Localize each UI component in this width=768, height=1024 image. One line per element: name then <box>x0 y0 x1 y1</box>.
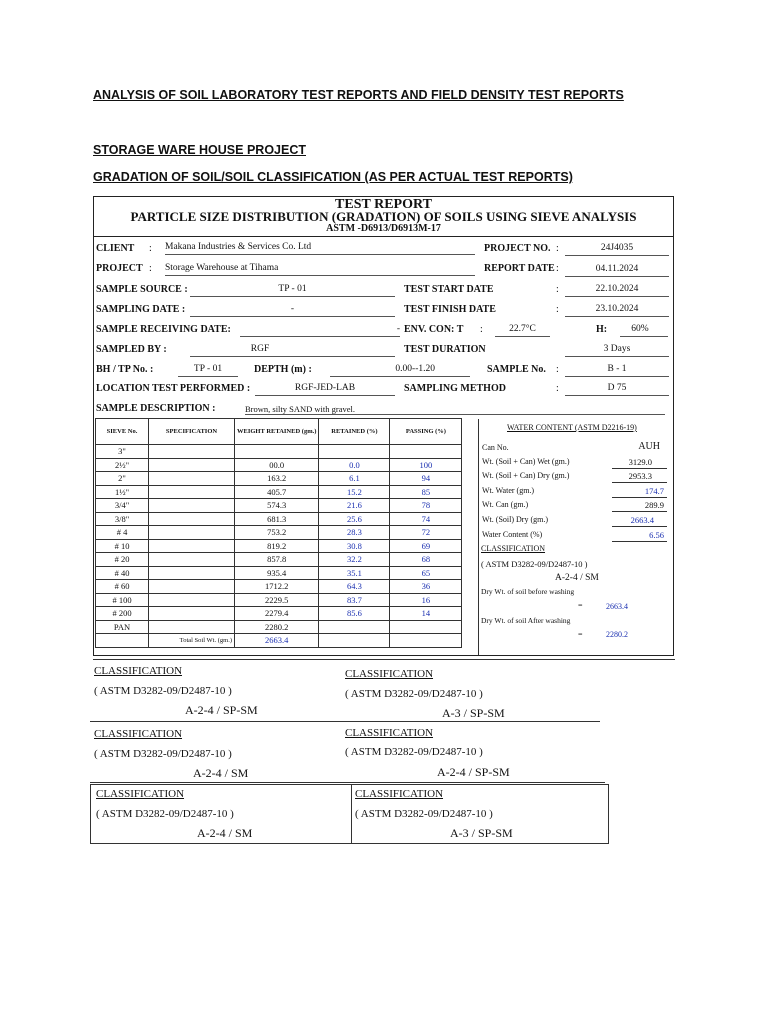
project-no-label: PROJECT NO. <box>484 243 551 254</box>
specification-cell <box>149 526 235 540</box>
test-finish-value: 23.10.2024 <box>595 304 639 314</box>
table-row <box>96 553 462 567</box>
underline <box>612 526 667 527</box>
underline <box>330 376 470 377</box>
retained-cell: 21.6 <box>319 499 390 513</box>
can-weight-label: Wt. Can (gm.) <box>482 500 529 509</box>
sieve-cell: 2½" <box>96 458 149 472</box>
passing-cell: 16 <box>390 593 462 607</box>
specification-cell <box>149 472 235 486</box>
retained-cell: 83.7 <box>319 593 390 607</box>
dry-before-washing-value: 2663.4 <box>606 602 628 611</box>
classification-1-standard: ( ASTM D3282-09/D2487-10 ) <box>94 685 232 697</box>
document-heading: ANALYSIS OF SOIL LABORATORY TEST REPORTS AND FIELD DENSITY TEST REPORTS <box>93 88 624 102</box>
retained-cell <box>319 620 390 634</box>
colon: : <box>556 364 559 375</box>
dry-after-washing-value: 2280.2 <box>606 630 628 639</box>
retained-cell: 0.0 <box>319 458 390 472</box>
weight-cell: 681.3 <box>235 512 319 526</box>
specification-cell <box>149 593 235 607</box>
underline <box>612 541 667 542</box>
classification-1-label: CLASSIFICATION <box>94 665 183 677</box>
underline <box>565 376 669 377</box>
depth-label: DEPTH (m) : <box>254 364 312 375</box>
retained-cell: 85.6 <box>319 607 390 621</box>
total-value: 2663.4 <box>235 634 319 648</box>
sieve-cell: 3/8" <box>96 512 149 526</box>
classification-5-standard: ( ASTM D3282-09/D2487-10 ) <box>96 808 234 820</box>
specification-cell <box>149 445 235 459</box>
specification-cell <box>149 566 235 580</box>
underline <box>612 482 667 483</box>
table-row <box>96 472 462 486</box>
underline <box>178 376 238 377</box>
duration-value: 3 Days <box>603 344 631 354</box>
test-start-value: 22.10.2024 <box>595 284 639 294</box>
table-row <box>96 566 462 580</box>
empty-cell <box>390 634 462 648</box>
retained-cell: 25.6 <box>319 512 390 526</box>
underline <box>565 356 669 357</box>
underline <box>245 414 665 415</box>
sieve-cell: # 20 <box>96 553 149 567</box>
weight-cell: 1712.2 <box>235 580 319 594</box>
description-label: SAMPLE DESCRIPTION : <box>96 403 216 414</box>
col-header-retained: RETAINED (%) <box>319 419 390 445</box>
project-value: Storage Warehouse at Tihama <box>165 263 279 273</box>
humidity-value: 60% <box>631 324 649 334</box>
divider <box>90 721 600 722</box>
empty-cell <box>319 634 390 648</box>
client-label: CLIENT <box>96 243 135 254</box>
dry-weight-value: 2953.3 <box>628 471 652 481</box>
retained-cell: 32.2 <box>319 553 390 567</box>
sampled-by-value: RGF <box>250 344 270 354</box>
classification-2-standard: ( ASTM D3282-09/D2487-10 ) <box>345 688 483 700</box>
sample-source-value: TP - 01 <box>278 284 307 294</box>
underline <box>190 316 395 317</box>
underline <box>565 276 669 277</box>
water-content-label: Water Content (%) <box>482 530 543 539</box>
report-subtitle: PARTICLE SIZE DISTRIBUTION (GRADATION) OF SOILS USING SIEVE ANALYSIS <box>130 209 637 224</box>
table-row <box>96 539 462 553</box>
report-date-value: 04.11.2024 <box>595 264 639 274</box>
classification-1-result: A-2-4 / SP-SM <box>185 703 258 717</box>
client-value: Makana Industries & Services Co. Ltd <box>165 242 312 252</box>
underline <box>565 316 669 317</box>
receiving-date-value: - <box>396 324 400 334</box>
specification-cell <box>149 485 235 499</box>
equals-sign: = <box>578 630 583 639</box>
passing-cell: 74 <box>390 512 462 526</box>
report-date-label: REPORT DATE <box>484 263 555 274</box>
wet-weight-value: 3129.0 <box>628 457 652 467</box>
passing-cell: 65 <box>390 566 462 580</box>
retained-cell: 15.2 <box>319 485 390 499</box>
retained-cell <box>319 445 390 459</box>
project-no-value: 24J4035 <box>600 243 634 253</box>
wc-classification-result: A-2-4 / SM <box>555 573 599 583</box>
classification-6-label: CLASSIFICATION <box>355 788 444 800</box>
classification-4-standard: ( ASTM D3282-09/D2487-10 ) <box>345 746 483 758</box>
table-row <box>96 526 462 540</box>
passing-cell: 85 <box>390 485 462 499</box>
weight-cell: 935.4 <box>235 566 319 580</box>
sieve-cell: # 10 <box>96 539 149 553</box>
sieve-cell: # 60 <box>96 580 149 594</box>
retained-cell: 6.1 <box>319 472 390 486</box>
water-weight-value: 174.7 <box>644 486 664 496</box>
specification-cell <box>149 512 235 526</box>
wet-weight-label: Wt. (Soil + Can) Wet (gm.) <box>482 457 570 466</box>
col-header-sieve: SIEVE No. <box>96 419 149 445</box>
table-row <box>96 458 462 472</box>
humidity-label: H: <box>596 324 608 335</box>
sieve-cell: 3/4" <box>96 499 149 513</box>
colon: : <box>556 383 559 394</box>
total-label: Total Soil Wt. (gm.) <box>149 634 235 648</box>
underline <box>620 336 668 337</box>
water-content-value: 6.56 <box>649 530 664 540</box>
weight-cell: 2229.5 <box>235 593 319 607</box>
sieve-cell: # 100 <box>96 593 149 607</box>
sample-source-label: SAMPLE SOURCE : <box>96 284 188 295</box>
col-header-specification: SPECIFICATION <box>149 419 235 445</box>
sampling-method-value: D 75 <box>607 383 627 393</box>
equals-sign: = <box>578 601 583 610</box>
sampling-date-value: - <box>290 304 295 314</box>
soil-dry-weight-value: 2663.4 <box>630 515 654 525</box>
underline <box>165 254 475 255</box>
colon: : <box>149 263 152 274</box>
passing-cell: 36 <box>390 580 462 594</box>
report-standard: ASTM -D6913/D6913M-17 <box>326 223 441 234</box>
table-row <box>96 593 462 607</box>
bh-tp-value: TP - 01 <box>193 364 223 374</box>
weight-cell: 753.2 <box>235 526 319 540</box>
classification-2-label: CLASSIFICATION <box>345 668 434 680</box>
table-row <box>96 499 462 513</box>
specification-cell <box>149 607 235 621</box>
specification-cell <box>149 620 235 634</box>
sample-no-label: SAMPLE No. <box>487 364 546 375</box>
specification-cell <box>149 553 235 567</box>
divider <box>90 782 605 783</box>
env-con-value: 22.7°C <box>509 324 536 334</box>
passing-cell: 72 <box>390 526 462 540</box>
sieve-cell: 1½" <box>96 485 149 499</box>
location-value: RGF-JED-LAB <box>294 383 356 393</box>
retained-cell: 30.8 <box>319 539 390 553</box>
underline <box>190 356 395 357</box>
sampling-date-label: SAMPLING DATE : <box>96 304 186 315</box>
classification-3-standard: ( ASTM D3282-09/D2487-10 ) <box>94 748 232 760</box>
sieve-table-header <box>96 419 462 445</box>
retained-cell: 64.3 <box>319 580 390 594</box>
passing-cell: 14 <box>390 607 462 621</box>
specification-cell <box>149 580 235 594</box>
passing-cell: 78 <box>390 499 462 513</box>
underline <box>165 275 475 276</box>
weight-cell: 00.0 <box>235 458 319 472</box>
description-value: Brown, silty SAND with gravel. <box>245 404 356 414</box>
sieve-cell: 3" <box>96 445 149 459</box>
weight-cell: 405.7 <box>235 485 319 499</box>
underline <box>565 255 669 256</box>
test-start-label: TEST START DATE <box>404 284 494 295</box>
total-row <box>96 634 462 648</box>
col-header-passing: PASSING (%) <box>390 419 462 445</box>
depth-value: 0.00--1.20 <box>395 364 435 374</box>
env-con-label: ENV. CON: T <box>404 324 464 335</box>
passing-cell: 100 <box>390 458 462 472</box>
sampled-by-label: SAMPLED BY : <box>96 344 167 355</box>
sieve-cell: PAN <box>96 620 149 634</box>
sieve-cell: # 4 <box>96 526 149 540</box>
specification-cell <box>149 458 235 472</box>
underline <box>612 468 667 469</box>
soil-dry-weight-label: Wt. (Soil) Dry (gm.) <box>482 515 548 524</box>
dry-weight-label: Wt. (Soil + Can) Dry (gm.) <box>482 471 570 480</box>
classification-4-result: A-2-4 / SP-SM <box>437 765 510 779</box>
specification-cell <box>149 499 235 513</box>
dry-before-washing-label: Dry Wt. of soil before washing <box>481 587 575 596</box>
weight-cell: 574.3 <box>235 499 319 513</box>
wc-classification-standard: ( ASTM D3282-09/D2487-10 ) <box>481 559 588 569</box>
passing-cell <box>390 620 462 634</box>
can-no-label: Can No. <box>482 443 509 452</box>
sample-no-value: B - 1 <box>607 364 627 374</box>
dry-after-washing-label: Dry Wt. of soil After washing <box>481 616 571 625</box>
table-row <box>96 580 462 594</box>
water-content-title: WATER CONTENT (ASTM D2216-19) <box>507 423 637 432</box>
location-label: LOCATION TEST PERFORMED : <box>96 383 251 394</box>
colon: : <box>556 263 559 274</box>
empty-cell <box>96 634 149 648</box>
sieve-analysis-table <box>95 418 462 648</box>
underline <box>255 395 395 396</box>
classification-3-result: A-2-4 / SM <box>193 766 249 780</box>
test-finish-label: TEST FINISH DATE <box>404 304 496 315</box>
table-row <box>96 485 462 499</box>
classification-6-result: A-3 / SP-SM <box>450 826 513 840</box>
passing-cell <box>390 445 462 459</box>
header-divider <box>93 236 674 237</box>
wc-classification-label: CLASSIFICATION <box>481 544 546 553</box>
receiving-date-label: SAMPLE RECEIVING DATE: <box>96 324 231 335</box>
classification-4-label: CLASSIFICATION <box>345 727 434 739</box>
project-heading: STORAGE WARE HOUSE PROJECT <box>93 143 306 157</box>
sieve-cell: # 200 <box>96 607 149 621</box>
classification-6-standard: ( ASTM D3282-09/D2487-10 ) <box>355 808 493 820</box>
project-label: PROJECT <box>96 263 143 274</box>
weight-cell: 857.8 <box>235 553 319 567</box>
weight-cell: 2280.2 <box>235 620 319 634</box>
passing-cell: 94 <box>390 472 462 486</box>
sampling-method-label: SAMPLING METHOD <box>404 383 506 394</box>
table-row <box>96 445 462 459</box>
duration-label: TEST DURATION <box>404 344 486 355</box>
colon: : <box>480 324 483 335</box>
report-title: TEST REPORT <box>335 197 432 212</box>
underline <box>565 395 669 396</box>
table-row <box>96 607 462 621</box>
classification-5-result: A-2-4 / SM <box>197 826 253 840</box>
specification-cell <box>149 539 235 553</box>
can-weight-value: 289.9 <box>644 500 664 510</box>
underline <box>190 296 395 297</box>
weight-cell: 819.2 <box>235 539 319 553</box>
weight-cell: 2279.4 <box>235 607 319 621</box>
col-header-weight: WEIGHT RETAINED (gm.) <box>235 419 319 445</box>
classification-5-label: CLASSIFICATION <box>96 788 185 800</box>
colon: : <box>556 243 559 254</box>
underline <box>495 336 550 337</box>
sieve-cell: 2" <box>96 472 149 486</box>
weight-cell: 163.2 <box>235 472 319 486</box>
colon: : <box>556 304 559 315</box>
passing-cell: 69 <box>390 539 462 553</box>
colon: : <box>556 284 559 295</box>
retained-cell: 35.1 <box>319 566 390 580</box>
passing-cell: 68 <box>390 553 462 567</box>
classification-3-label: CLASSIFICATION <box>94 728 183 740</box>
underline <box>565 296 669 297</box>
divider <box>93 659 675 660</box>
bh-tp-label: BH / TP No. : <box>96 364 154 375</box>
underline <box>240 336 400 337</box>
colon: : <box>149 243 152 254</box>
weight-cell <box>235 445 319 459</box>
water-weight-label: Wt. Water (gm.) <box>482 486 535 495</box>
retained-cell: 28.3 <box>319 526 390 540</box>
table-row <box>96 620 462 634</box>
classification-2-result: A-3 / SP-SM <box>442 706 505 720</box>
section-heading: GRADATION OF SOIL/SOIL CLASSIFICATION (AS PER ACTUAL TEST REPORTS) <box>93 170 573 184</box>
sieve-cell: # 40 <box>96 566 149 580</box>
can-no-value: AUH <box>638 441 660 452</box>
underline <box>612 497 667 498</box>
underline <box>612 511 667 512</box>
table-row <box>96 512 462 526</box>
